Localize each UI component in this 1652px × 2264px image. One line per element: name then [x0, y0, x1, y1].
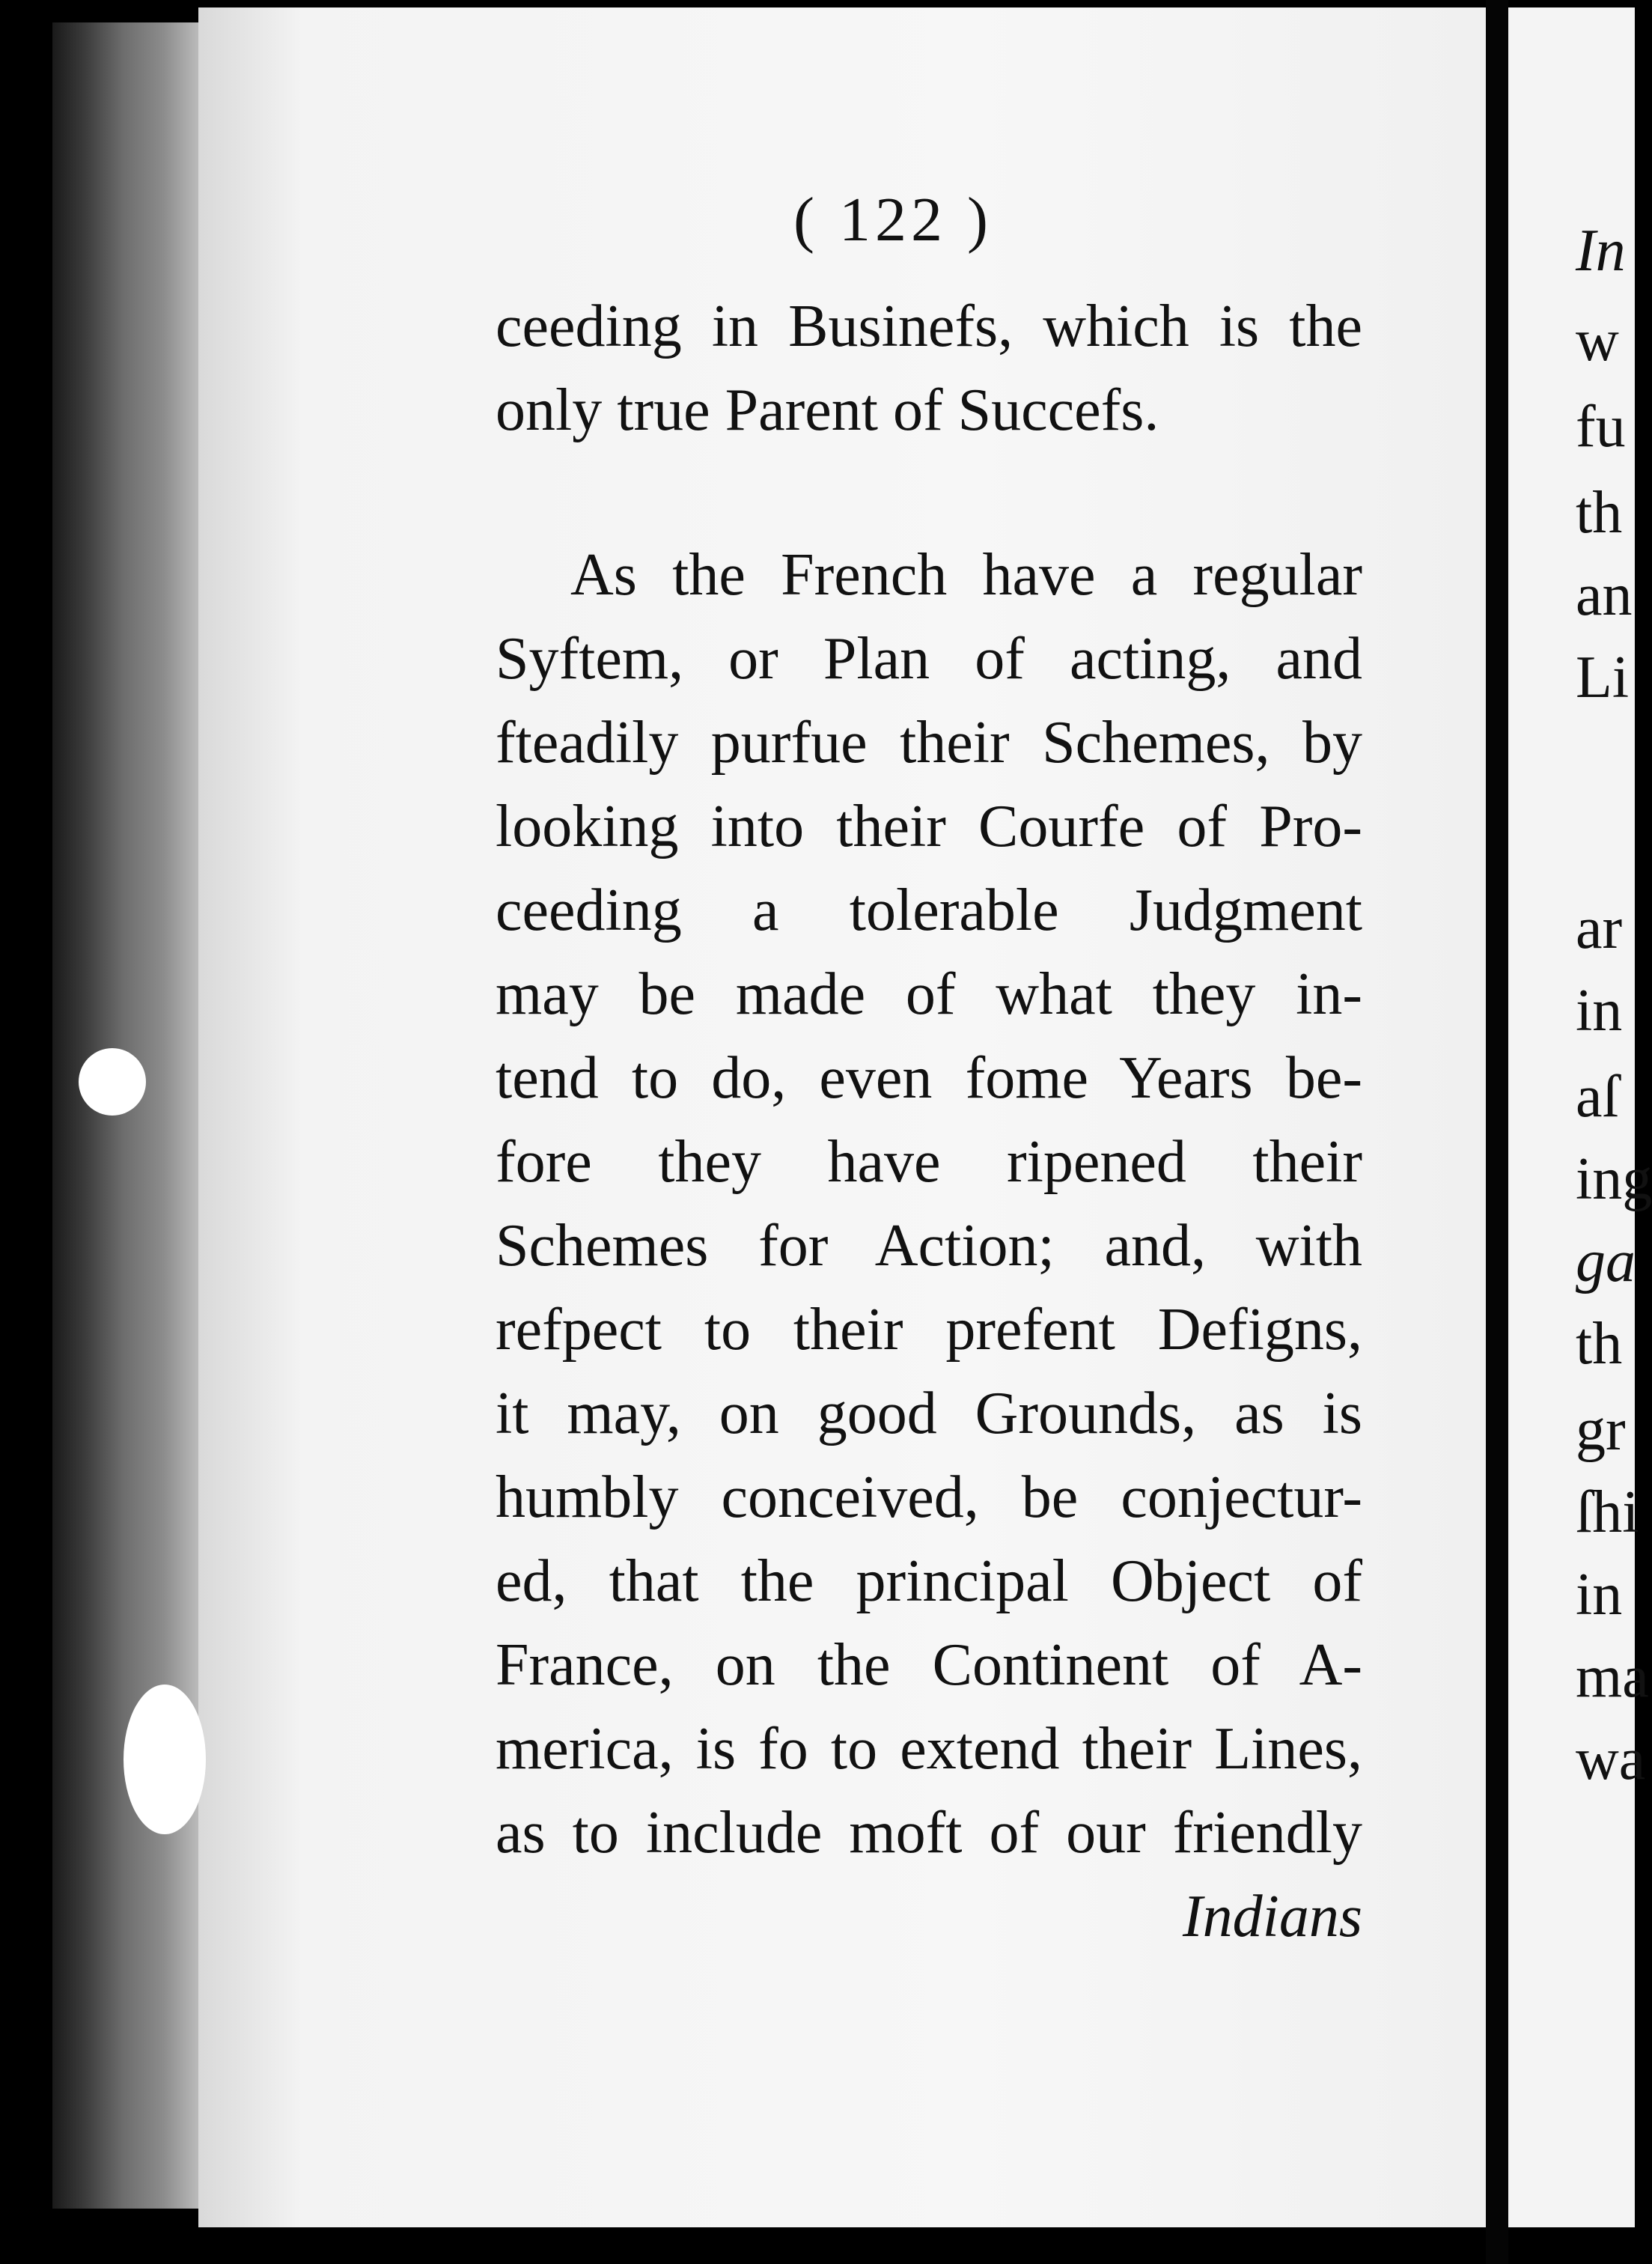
text-line: fore they have ripened their — [496, 1129, 1362, 1195]
catchword: Indians — [1183, 1884, 1362, 1950]
facing-page-fragment: In — [1576, 218, 1626, 284]
text-line: ceeding a tolerable Judgment — [496, 877, 1362, 943]
paragraph-continuation — [496, 284, 1362, 452]
facing-page-fragment: aſ — [1576, 1064, 1619, 1130]
text-line: as to include moft of our friendly — [496, 1800, 1362, 1866]
text-line: tend to do, even fome Years be- — [496, 1045, 1362, 1111]
facing-page-fragment: w — [1576, 308, 1619, 374]
facing-page-fragment: an — [1576, 562, 1633, 628]
facing-page-fragment: Li — [1576, 645, 1630, 710]
text-line: ed, that the principal Object of — [496, 1548, 1362, 1614]
facing-page-fragment: ſhi — [1576, 1479, 1639, 1545]
text-line: refpect to their prefent Defigns, — [496, 1297, 1362, 1363]
facing-page-fragment: ma — [1576, 1644, 1649, 1710]
text-line: humbly conceived, be conjectur- — [496, 1464, 1362, 1530]
facing-page-fragment: ga — [1576, 1229, 1636, 1294]
text-line: only true Parent of Succefs. — [496, 377, 1159, 443]
facing-page-fragment: wa — [1576, 1726, 1646, 1792]
text-line: it may, on good Grounds, as is — [496, 1381, 1362, 1446]
facing-page-fragment: th — [1576, 1311, 1623, 1377]
book-gutter — [1486, 0, 1508, 2264]
facing-page-fragment: fu — [1576, 394, 1626, 460]
text-line: Schemes for Action; and, with — [496, 1213, 1362, 1279]
text-line: looking into their Courfe of Pro- — [496, 794, 1362, 859]
page-number: ( 122 ) — [793, 185, 993, 255]
text-line: merica, is fo to extend their Lines, — [496, 1716, 1362, 1782]
text-line: may be made of what they in- — [496, 961, 1362, 1027]
facing-page-fragment: th — [1576, 480, 1623, 546]
facing-page-fragment: in — [1576, 978, 1623, 1044]
paper-damage-spot — [124, 1685, 206, 1834]
text-line: France, on the Continent of A- — [496, 1632, 1362, 1698]
page-edges — [52, 22, 210, 2209]
text-line: fteadily purfue their Schemes, by — [496, 710, 1362, 776]
facing-page-fragment: in — [1576, 1562, 1623, 1628]
paper-damage-spot — [79, 1048, 146, 1116]
facing-page-fragment: ing — [1576, 1146, 1652, 1212]
text-line: As the French have a regular — [570, 542, 1362, 608]
text-line: Syftem, or Plan of acting, and — [496, 626, 1362, 692]
paragraph-main — [496, 533, 1362, 1959]
facing-page-fragment: ar — [1576, 895, 1623, 961]
facing-page-fragment: gr — [1576, 1397, 1626, 1463]
text-line: ceeding in Businefs, which is the — [496, 293, 1362, 359]
